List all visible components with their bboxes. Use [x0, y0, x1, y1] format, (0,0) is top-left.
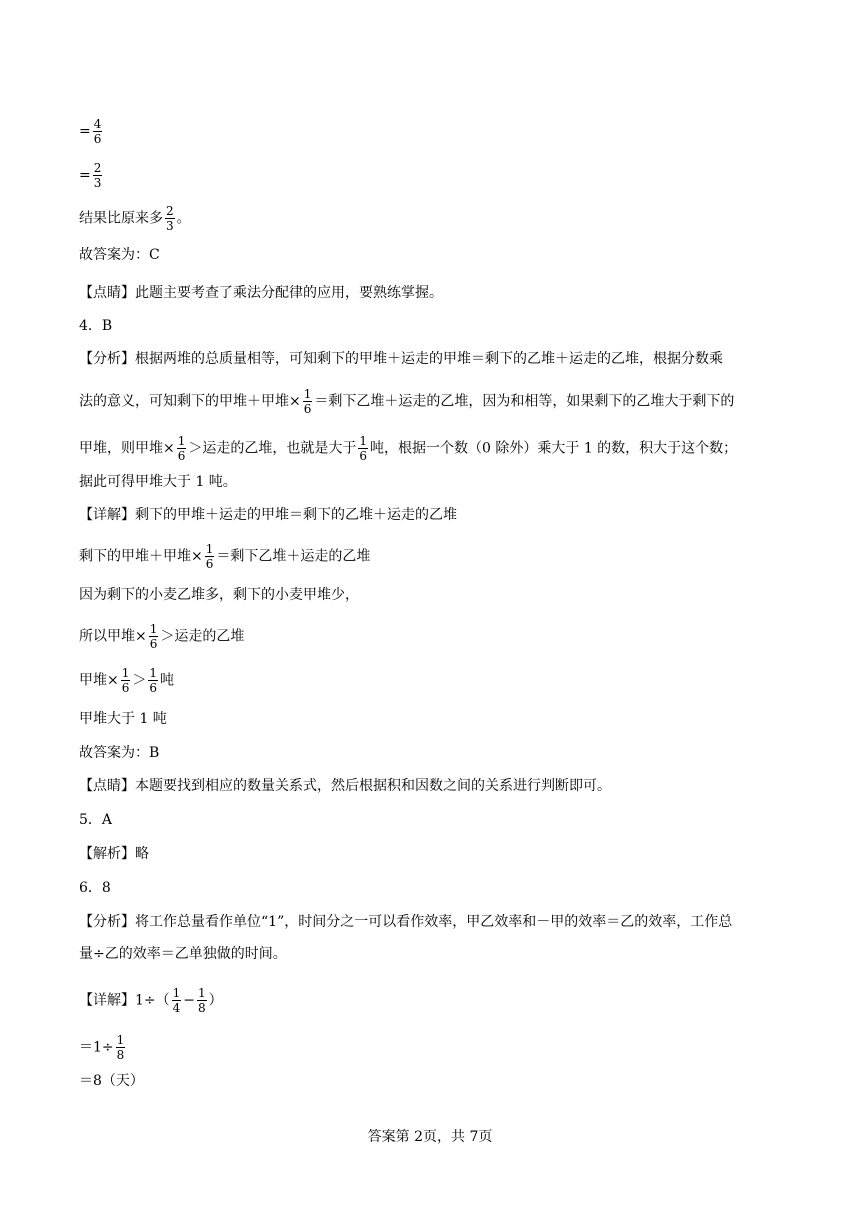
detail-line-q6-3: ＝8（天） — [79, 1073, 144, 1089]
fraction: $\frac{1}{6}$ — [303, 387, 312, 416]
analysis-line-2: 法的意义，可知剩下的甲堆＋甲堆× $\frac{1}{6}$ ＝剩下乙堆＋运走的乙堆，因为和相等，如果剩下的乙堆大于剩下的 — [79, 387, 735, 416]
comment-line-q4: 【点睛】本题要找到相应的数量关系式，然后根据积和因数之间的关系进行判断即可。 — [79, 778, 611, 794]
fraction — [93, 117, 103, 146]
numerator: 4 — [93, 117, 102, 131]
denominator: 6 — [93, 132, 102, 146]
fraction: $\frac{1}{4}$ — [172, 986, 181, 1015]
detail-line-q6-2: ＝1÷ $\frac{1}{8}$ — [79, 1033, 125, 1062]
detail-line-4: 所以甲堆× $\frac{1}{6}$ ＞运走的乙堆 — [79, 622, 245, 651]
analysis-line-4: 据此可得甲堆大于 1 吨。 — [79, 474, 237, 490]
detail-line-3: 因为剩下的小麦乙堆多，剩下的小麦甲堆少， — [79, 587, 359, 603]
answer-line-q3: 故答案为：C — [79, 247, 160, 263]
explanation-line-q5: 【解析】略 — [79, 846, 149, 862]
calc-line-1 — [79, 117, 104, 146]
analysis-line-q6-1: 【分析】将工作总量看作单位“1”，时间分之一可以看作效率，甲乙效率和－甲的效率＝乙的效率，工作总 — [79, 914, 733, 930]
fraction: $\frac{1}{8}$ — [116, 1033, 125, 1062]
question-5-heading: 5．A — [79, 812, 113, 828]
calc-line-2 — [79, 161, 104, 190]
fraction: $\frac{2}{3}$ — [166, 204, 174, 233]
detail-line-q6-1: 【详解】1÷（ $\frac{1}{4}$ − $\frac{1}{8}$ ） — [79, 986, 223, 1015]
fraction: $\frac{1}{6}$ — [149, 622, 158, 651]
detail-line-6: 甲堆大于 1 吨 — [79, 711, 167, 727]
detail-line-5: 甲堆× $\frac{1}{6}$ ＞ $\frac{1}{6}$ 吨 — [79, 666, 175, 695]
fraction: $\frac{1}{6}$ — [359, 434, 368, 463]
question-4-heading: 4．B — [79, 318, 113, 334]
minus-sign: − — [183, 992, 196, 1009]
analysis-line-1: 【分析】根据两堆的总质量相等，可知剩下的甲堆＋运走的甲堆＝剩下的乙堆＋运走的乙堆，根据分数乘 — [79, 351, 723, 367]
comment-line-q3: 【点睛】此题主要考查了乘法分配律的应用，要熟练掌握。 — [79, 285, 443, 301]
fraction — [93, 161, 103, 190]
fraction: $\frac{1}{6}$ — [149, 666, 158, 695]
equals-sign: = — [79, 167, 91, 184]
numerator: 2 — [93, 161, 102, 175]
fraction: $\frac{1}{6}$ — [177, 434, 186, 463]
denominator: 3 — [93, 176, 102, 190]
page-footer: 答案第 2页，共 7页 — [367, 1129, 493, 1145]
fraction: $\frac{1}{6}$ — [205, 542, 214, 571]
analysis-line-3: 甲堆，则甲堆× $\frac{1}{6}$ ＞运走的乙堆，也就是大于 $\frac{1}{6}$ 吨，根据一个数（0 除外）乘大于 1 的数，积大于这个数； — [79, 434, 738, 463]
fraction: $\frac{1}{6}$ — [121, 666, 130, 695]
fraction: $\frac{1}{8}$ — [198, 986, 206, 1015]
result-line: 结果比原来多 $\frac{2}{3}$ 。 — [79, 204, 191, 233]
detail-line-1: 【详解】剩下的甲堆＋运走的甲堆＝剩下的乙堆＋运走的乙堆 — [79, 507, 457, 523]
analysis-line-q6-2: 量÷乙的效率＝乙单独做的时间。 — [79, 946, 287, 962]
question-6-heading: 6．8 — [79, 880, 111, 896]
answer-line-q4: 故答案为：B — [79, 745, 160, 761]
equals-sign: = — [79, 123, 91, 140]
detail-line-2: 剩下的甲堆＋甲堆× $\frac{1}{6}$ ＝剩下乙堆＋运走的乙堆 — [79, 542, 371, 571]
